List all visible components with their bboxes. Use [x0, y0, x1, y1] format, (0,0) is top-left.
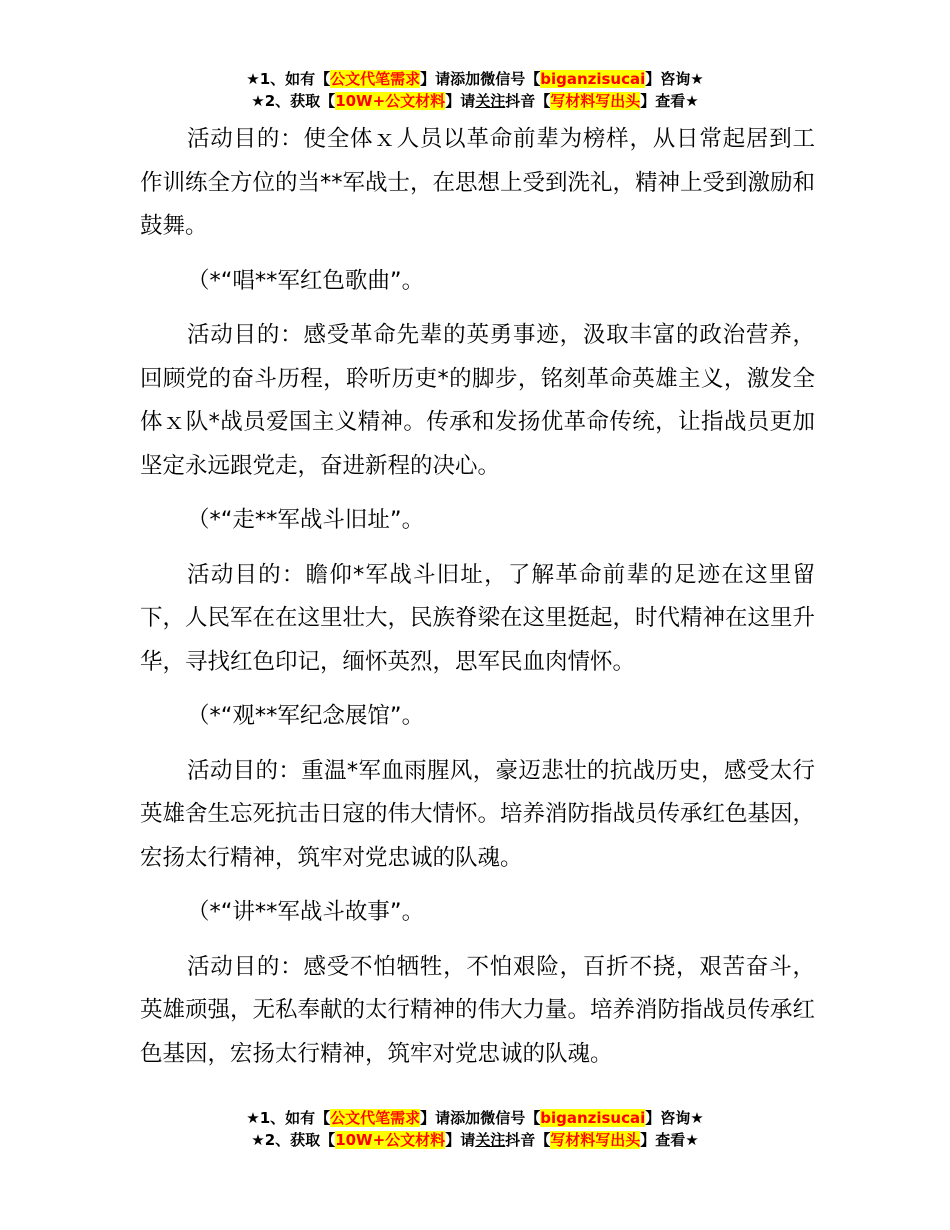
footer-line-2-mid: 】请 [445, 1131, 476, 1149]
banner-line-2 [0, 90, 950, 112]
banner-line-1-prefix: ★1、如有【 [246, 70, 331, 88]
footer-line-1-suffix: 】咨询★ [645, 1109, 704, 1127]
banner-line-1-highlight-wechat: biganzisucai [540, 70, 646, 88]
item-visit-battle-site: （*“走**军战斗旧址”。 [187, 507, 425, 533]
banner-line-1-highlight-service: 公文代笔需求 [330, 70, 421, 88]
footer-line-2-highlight-douyin: 写材料写出头 [550, 1131, 641, 1149]
footer-line-1-highlight-wechat: biganzisucai [540, 1109, 646, 1127]
footer-line-2-highlight-materials: 10W+公文材料 [335, 1131, 446, 1149]
document-body [140, 118, 815, 1087]
banner-line-1-mid: 】请添加 [420, 70, 481, 88]
footer-line-1-mid2: 微信号【 [480, 1109, 541, 1127]
footer-line-1-prefix: ★1、如有【 [246, 1109, 331, 1127]
footer-line-2-follow: 关注 [475, 1131, 506, 1149]
banner-line-1 [0, 68, 950, 90]
footer-line-1 [0, 1107, 950, 1129]
footer-line-1-mid: 】请添加 [420, 1109, 481, 1127]
item-view-memorial-hall: （*“观**军纪念展馆”。 [187, 703, 425, 729]
paragraph-purpose-2: 活动目的：感受革命先辈的英勇事迹，汲取丰富的政治营养，回顾党的奋斗历程，聆听历吏*的脚步，铭刻革命英雄主义，激发全体ｘ队*战员爱国主义精神。传承和发扬优革命传统，让指战员更加坚定永远跟党走，奋进新程的决心。 [140, 322, 815, 479]
footer-line-1-highlight-service: 公文代笔需求 [330, 1109, 421, 1127]
banner-line-2-prefix: ★2、获取【 [251, 92, 336, 110]
paragraph-purpose-1: 活动目的：使全体ｘ人员以革命前辈为榜样，从日常起居到工作训练全方位的当**军战士，在思想上受到洗礼，精神上受到激励和鼓舞。 [140, 126, 816, 239]
paragraph-purpose-3: 活动目的：瞻仰*军战斗旧址，了解革命前辈的足迹在这里留下，人民军在在这里壮大，民族脊梁在这里挺起，时代精神在这里升华，寻找红色印记，缅怀英烈，思军民血肉情怀。 [140, 561, 816, 675]
banner-line-2-mid2: 抖音【 [505, 92, 551, 110]
banner-line-2-follow: 关注 [475, 92, 506, 110]
banner-line-2-highlight-materials: 10W+公文材料 [335, 92, 446, 110]
banner-line-1-suffix: 】咨询★ [645, 70, 704, 88]
footer-line-2 [0, 1129, 950, 1151]
footer-line-2-prefix: ★2、获取【 [251, 1131, 336, 1149]
banner-line-2-suffix: 】查看★ [640, 92, 699, 110]
footer-banner [0, 1107, 950, 1151]
footer-line-2-suffix: 】查看★ [640, 1131, 699, 1149]
banner-line-2-highlight-douyin: 写材料写出头 [550, 92, 641, 110]
footer-line-2-mid2: 抖音【 [505, 1131, 551, 1149]
item-sing-songs: （*“唱**军红色歌曲”。 [187, 267, 425, 294]
paragraph-purpose-4: 活动目的：重温*军血雨腥风，豪迈悲壮的抗战历史，感受太行英雄舍生忘死抗击日寇的伟大情怀。培养消防指战员传承红色基因，宏扬太行精神，筑牢对党忠诚的队魂。 [140, 757, 816, 871]
banner-line-2-mid: 】请 [445, 92, 476, 110]
item-tell-battle-stories: （*“讲**军战斗故事”。 [187, 899, 425, 925]
paragraph-purpose-5: 活动目的：感受不怕牺牲，不怕艰险，百折不挠，艰苦奋斗，英雄顽强，无私奉献的太行精神的伟大力量。培养消防指战员传承红色基因，宏扬太行精神，筑牢对党忠诚的队魂。 [140, 953, 816, 1067]
banner-line-1-mid2: 微信号【 [480, 70, 541, 88]
header-banner [0, 68, 950, 112]
